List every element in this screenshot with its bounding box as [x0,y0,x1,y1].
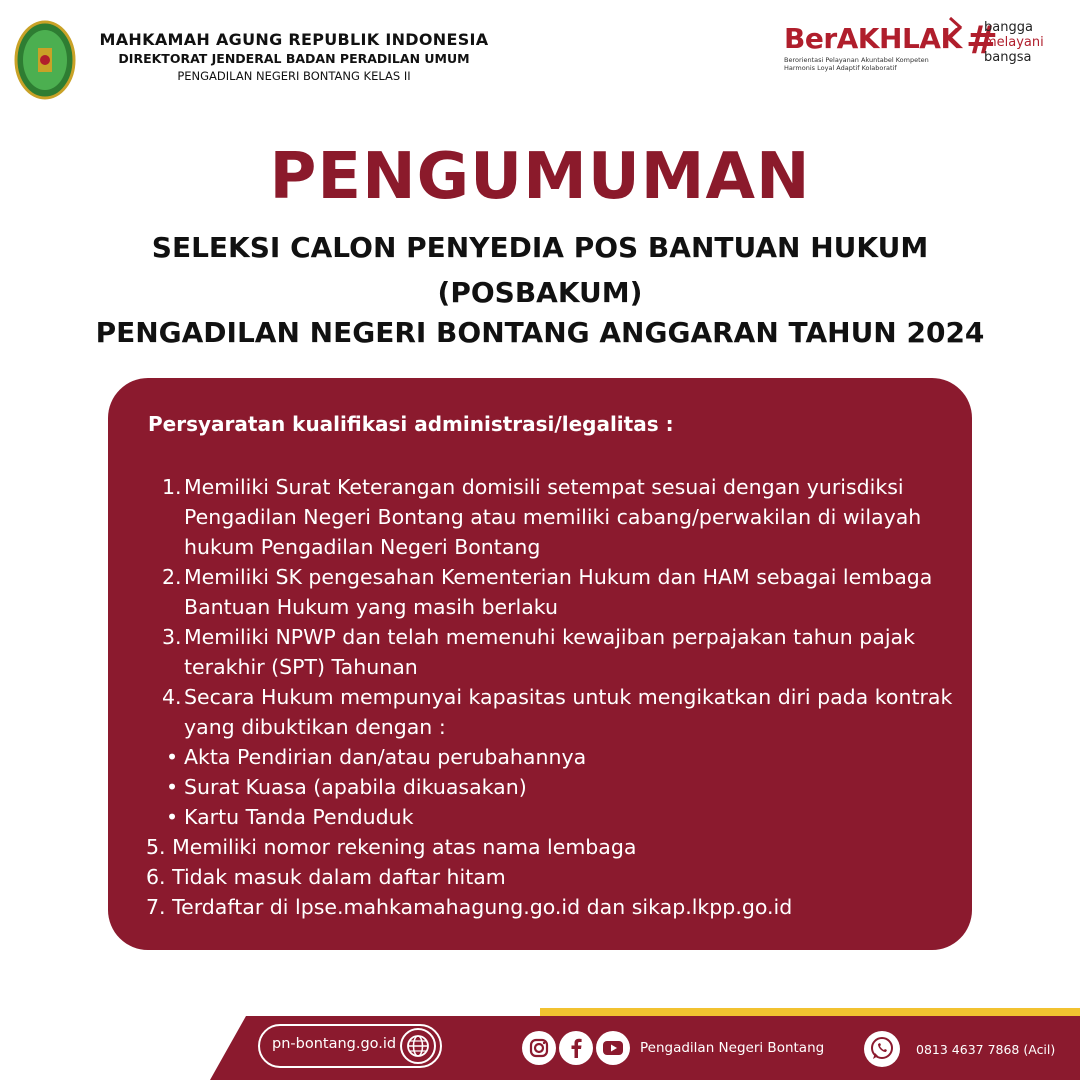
website-link[interactable] [258,1024,442,1068]
globe-icon [400,1028,436,1064]
mahkamah-agung-seal-icon [14,20,76,100]
bangga-melayani-bangsa-logo [966,18,1066,68]
list-item: 7. Terdaftar di lpse.mahkamahagung.go.id dan sikap.lkpp.go.id [146,895,793,919]
instagram-icon[interactable] [522,1031,556,1065]
list-item: • Akta Pendirian dan/atau perubahannya [166,745,587,769]
list-item: 1. Memiliki Surat Keterangan domisili setempat sesuai dengan yurisdiksi Pengadilan Negeri Bontang atau memiliki cabang/perwakilan di wilayah hukum Pengadilan Negeri Bontang [162,475,922,559]
list-item: 6. Tidak masuk dalam daftar hitam [146,865,506,889]
institution-line-1: MAHKAMAH AGUNG REPUBLIK INDONESIA [99,30,489,49]
institution-line-3: PENGADILAN NEGERI BONTANG KELAS II [177,69,411,83]
whatsapp-icon[interactable] [864,1031,900,1067]
list-item: • Kartu Tanda Penduduk [166,805,414,829]
list-item: 3. Memiliki NPWP dan telah memenuhi kewajiban perpajakan tahun pajak terakhir (SPT) Tahunan [162,625,915,679]
institution-block [94,30,494,83]
requirements-list [146,472,966,922]
youtube-icon[interactable] [596,1031,630,1065]
subtitle-line-3: PENGADILAN NEGERI BONTANG ANGGARAN TAHUN 2024 [95,316,985,349]
chevron-right-icon [948,16,964,38]
berakhlak-logo [782,22,962,92]
berakhlak-word: BerAKHLAK [784,22,962,55]
subtitle-line-1: SELEKSI CALON PENYEDIA POS BANTUAN HUKUM [151,231,929,264]
facebook-page-name: Pengadilan Negeri Bontang [640,1040,825,1056]
list-item: 5. Memiliki nomor rekening atas nama lembaga [146,835,637,859]
page-title: PENGUMUMAN [269,140,811,214]
list-item: 2. Memiliki SK pengesahan Kementerian Hukum dan HAM sebagai lembaga Bantuan Hukum yang masih berlaku [162,565,933,619]
hashtag-symbol: # [966,18,998,62]
berakhlak-tagline: Berorientasi Pelayanan Akuntabel Kompeten Harmonis Loyal Adaptif Kolaboratif [784,56,929,72]
institution-line-2: DIREKTORAT JENDERAL BADAN PERADILAN UMUM [118,51,470,66]
list-item: 4. Secara Hukum mempunyai kapasitas untuk mengikatkan diri pada kontrak yang dibuktikan dengan : [162,685,953,739]
requirements-heading: Persyaratan kualifikasi administrasi/legalitas : [148,412,674,436]
footer-accent-strip [540,1008,1080,1016]
requirements-panel [108,378,972,950]
facebook-icon[interactable] [559,1031,593,1065]
list-item: • Surat Kuasa (apabila dikuasakan) [166,775,527,799]
hashtag-text: bangga melayani bangsa [984,20,1044,65]
website-text: pn-bontang.go.id [272,1036,397,1052]
subtitle-line-2: (POSBAKUM) [437,276,643,309]
phone-number: 0813 4637 7868 (Acil) [916,1042,1056,1057]
